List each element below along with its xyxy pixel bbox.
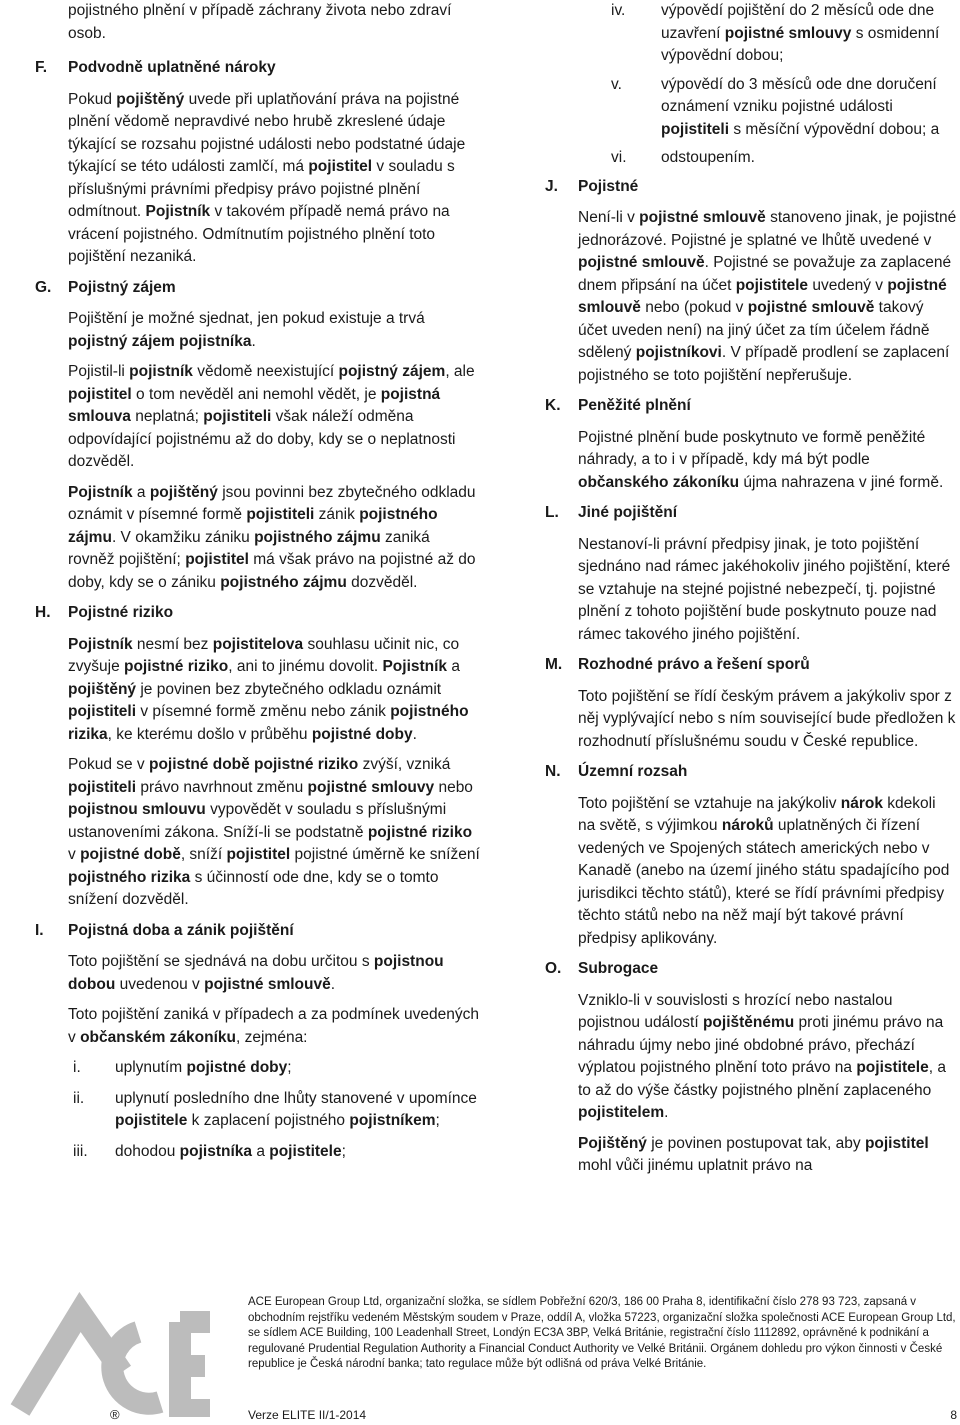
list-item-number: i. (73, 1059, 81, 1076)
section-paragraph: Pokud se v pojistné době pojistné riziko zvýší, vzniká pojistiteli právo navrhnout změnu pojistné smlouvy nebo pojistnou smlouvu vypovědět v souladu s příslušnými ustanoveními zákona. Sníží-li se podstatně pojistné riziko v pojistné době, sníží pojistitel pojistné úměrně ke snížení pojistného rizika s účinností ode dne, kdy se o tomto snížení dozvěděl. (68, 756, 480, 908)
section-letter: G. (35, 278, 52, 296)
section-heading (545, 176, 957, 199)
section (35, 602, 480, 912)
section-title: Rozhodné právo a řešení sporů (578, 656, 810, 673)
list-item-number: v. (611, 75, 622, 93)
section-letter: O. (545, 960, 562, 977)
section (545, 395, 957, 494)
termination-list-continued (545, 0, 957, 170)
list-item-text: uplynutí posledního dne lhůty stanovené v upomínce pojistitele k zaplacení pojistného pojistníkem; (115, 1089, 477, 1129)
section (545, 176, 957, 388)
list-item-number: iii. (73, 1142, 88, 1160)
section-heading (545, 654, 957, 677)
section-heading (545, 958, 957, 981)
list-item-text: uplynutím pojistné doby; (115, 1059, 292, 1076)
section-letter: J. (545, 177, 558, 195)
section (35, 57, 480, 269)
section-paragraph: Toto pojištění se vztahuje na jakýkoliv nárok kdekoli na světě, s výjimkou nároků uplatněných či řízení vedených ve Spojených státech amerických nebo v Kanadě (anebo na území jiného státu spadajícího pod jurisdikci těchto států), které se řídí právními předpisy těchto států nebo na něž mají být takové právní předpisy aplikovány. (578, 794, 950, 947)
list-item-number: vi. (611, 149, 627, 166)
intro-tail: pojistného plnění v případě záchrany života nebo zdraví osob. (68, 2, 452, 42)
section-paragraph: Nestanoví-li právní předpisy jinak, je toto pojištění sjednáno nad rámec jakéhokoliv jiného pojištění, které se vztahuje na stejné pojistné nebezpečí, tj. pojistné plnění z tohoto pojištění bude poskytnuto pouze nad rámec takového jiného pojištění. (578, 535, 951, 643)
list-item-number: ii. (73, 1089, 85, 1107)
ace-logo (10, 1292, 215, 1417)
section-heading (545, 761, 957, 784)
left-sections (35, 57, 480, 1163)
section-title: Pojistné (578, 177, 639, 195)
section-paragraph: Pojistník nesmí bez pojistitelova souhlasu učinit nic, co zvyšuje pojistné riziko, ani to jinému dovolit. Pojistník a pojištěný je povinen bez zbytečného odkladu oznámit pojistiteli v písemné formě změnu nebo zánik pojistného rizika, ke kterému došlo v průběhu pojistné doby. (68, 635, 469, 743)
section-heading (35, 277, 480, 300)
registered-mark: ® (110, 1407, 120, 1422)
section (545, 502, 957, 646)
section-title: Pojistná doba a zánik pojištění (68, 921, 294, 939)
section-title: Podvodně uplatněné nároky (68, 59, 276, 76)
list-item (35, 1057, 480, 1080)
section-heading (35, 57, 480, 80)
document-version: Verze ELITE II/1-2014 (248, 1408, 367, 1422)
legal-notice (248, 1295, 958, 1373)
section (35, 920, 480, 1164)
page-number: 8 (950, 1408, 957, 1422)
list-item (35, 1141, 480, 1164)
section-paragraph: Pojistil-li pojistník vědomě neexistující pojistný zájem, ale pojistitel o tom nevěděl ani nemohl vědět, je pojistná smlouva neplatná; pojistiteli však náleží odměna odpovídající pojistnému až do doby, kdy se o neplatnosti dozvěděl. (68, 363, 475, 470)
section (545, 761, 957, 950)
right-column (545, 0, 957, 1186)
section-paragraph: Pojištěný je povinen postupovat tak, aby pojistitel mohl vůči jinému uplatnit právo na (578, 1134, 929, 1174)
termination-list (35, 1057, 480, 1163)
section-heading (545, 395, 957, 418)
section (35, 277, 480, 595)
list-item-text: výpovědí pojištění do 2 měsíců ode dne uzavření pojistné smlouvy s osmidenní výpovědní dobou; (661, 2, 940, 64)
section-title: Subrogace (578, 960, 659, 977)
section (545, 958, 957, 1178)
section-paragraph: Pokud pojištěný uvede při uplatňování práva na pojistné plnění vědomě nepravdivé nebo hrubě zkreslené údaje týkající se rozsahu pojistné události nebo podstatné údaje týkající se této události zamlčí, má pojistitel v souladu s příslušnými právními předpisy právo pojistné plnění odmítnout. Pojistník v takovém případě nemá právo na vrácení pojistného. Odmítnutím pojistného plnění toto pojištění nezaniká. (68, 90, 466, 265)
page-footer (0, 1290, 960, 1425)
list-item (35, 1088, 480, 1133)
section-title: Územní rozsah (578, 763, 688, 780)
section (545, 654, 957, 753)
list-item-text: výpovědí do 3 měsíců ode dne doručení oznámení vzniku pojistné události pojistiteli s měsíční výpovědní dobou; a (661, 75, 940, 138)
list-item (545, 147, 957, 170)
section-title: Jiné pojištění (578, 504, 678, 521)
left-column (35, 0, 480, 1171)
list-item-text: odstoupením. (661, 149, 755, 166)
section-paragraph: Pojistné plnění bude poskytnuto ve formě peněžité náhrady, a to i v případě, kdy má být podle občanského zákoníku újma nahrazena v jiné formě. (578, 428, 944, 491)
section-paragraph: Toto pojištění se sjednává na dobu určitou s pojistnou dobou uvedenou v pojistné smlouvě. (68, 953, 444, 993)
section-heading (545, 502, 957, 525)
section-letter: I. (35, 921, 44, 939)
list-item (545, 74, 957, 142)
list-item (545, 0, 957, 68)
section-title: Peněžité plnění (578, 397, 691, 414)
section-paragraph: Toto pojištění se řídí českým právem a jakýkoliv spor z něj vyplývající nebo s ním související bude předložen k rozhodnutí příslušnému soudu v České republice. (578, 687, 956, 750)
section-heading (35, 602, 480, 625)
section-title: Pojistné riziko (68, 604, 174, 621)
section-paragraph: Pojištění je možné sjednat, jen pokud existuje a trvá pojistný zájem pojistníka. (68, 310, 425, 350)
section-paragraph: Není-li v pojistné smlouvě stanoveno jinak, je pojistné jednorázové. Pojistné je splatné ve lhůtě uvedené v pojistné smlouvě. Pojistné se považuje za zaplacené dnem připsání na účet pojistitele uvedený v pojistné smlouvě nebo (pokud v pojistné smlouvě takový účet uveden není) na jiný účet za tím účelem řádně sdělený pojistníkovi. V případě prodlení se zaplacení pojistného se toto pojištění nepřerušuje. (578, 209, 957, 384)
section-paragraph: Pojistník a pojištěný jsou povinni bez zbytečného odkladu oznámit v písemné formě pojistiteli zánik pojistného zájmu. V okamžiku zániku pojistného zájmu zaniká rovněž pojištění; pojistitel má však právo na pojistné až do doby, kdy se o zániku pojistného zájmu dozvěděl. (68, 483, 476, 591)
section-paragraph: Vzniklo-li v souvislosti s hrozící nebo nastalou pojistnou událostí pojištěnému proti jinému právo na náhradu újmy nebo jiné obdobné právo, přechází výplatou pojistného plnění toto právo na pojistitele, a to až do výše částky pojistného plnění zaplaceného pojistitelem. (578, 991, 946, 1121)
list-item-number: iv. (611, 2, 626, 19)
list-item-text: dohodou pojistníka a pojistitele; (115, 1142, 346, 1160)
section-letter: L. (545, 504, 559, 521)
section-letter: N. (545, 763, 561, 780)
section-heading (35, 920, 480, 943)
right-sections (545, 176, 957, 1178)
section-letter: H. (35, 604, 51, 621)
section-letter: M. (545, 656, 563, 673)
section-letter: K. (545, 397, 561, 414)
footer-bottom-line (110, 1407, 960, 1423)
section-paragraph: Toto pojištění zaniká v případech a za podmínek uvedených v občanském zákoníku, zejména: (68, 1006, 480, 1046)
legal-text: ACE European Group Ltd, organizační složka, se sídlem Pobřežní 620/3, 186 00 Praha 8, identifikační číslo 278 93 723, zapsaná v obchodním rejstříku vedeném Městským soudem v Praze, oddíl A, vložka 57223, organizační složka společnosti ACE European Group Ltd, se sídlem ACE Building, 100 Leadenhall Street, Londýn EC3A 3BP, Velká Británie, registrační číslo 1112892, oprávněné k podnikání a regulované Prudential Regulation Authority a Financial Conduct Authority ve Velké Británii. Orgánem dohledu pro výkon činnosti v České republice je Česká národní banka; tato regulace může být odlišná od práva Velké Británie. (248, 1296, 956, 1370)
section-letter: F. (35, 59, 48, 76)
section-title: Pojistný zájem (68, 278, 176, 296)
